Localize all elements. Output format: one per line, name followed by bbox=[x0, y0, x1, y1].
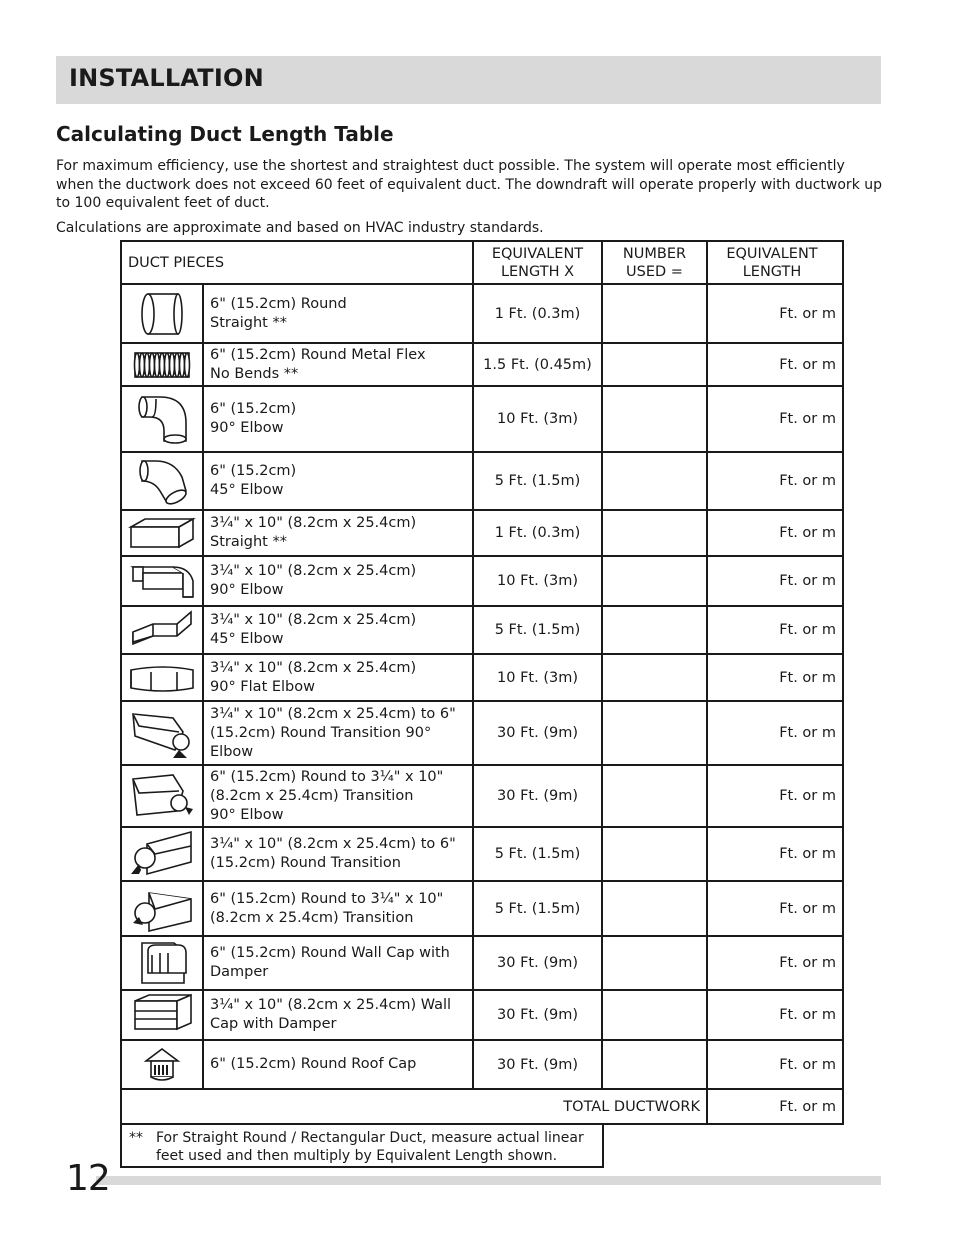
description-line: No Bends ** bbox=[210, 365, 299, 382]
table-row bbox=[121, 990, 843, 1040]
equivalent-length-cell: 30 Ft. (9m) bbox=[473, 765, 602, 827]
page-title: INSTALLATION bbox=[69, 64, 264, 92]
equivalent-total-cell: Ft. or m bbox=[707, 990, 843, 1040]
duct-length-table bbox=[120, 240, 844, 1125]
page-footer-rule bbox=[96, 1176, 881, 1185]
description-line: 6" (15.2cm) Round Metal Flex bbox=[210, 346, 426, 363]
table-row bbox=[121, 556, 843, 606]
intro-paragraph: For maximum efficiency, use the shortest and straightest duct possible. The system will operate most efficiently when the ductwork does not exceed 60 feet of equivalent duct. The downdraft will operate properly with ductwork up to 100 equivalent feet of duct. bbox=[56, 158, 883, 211]
duct-piece-description bbox=[203, 556, 473, 606]
table-row bbox=[121, 510, 843, 556]
description-line: 3¼" x 10" (8.2cm x 25.4cm) bbox=[210, 659, 417, 676]
round-metal-flex-duct-icon bbox=[121, 343, 203, 386]
equivalent-length-cell: 5 Ft. (1.5m) bbox=[473, 452, 602, 510]
rect-90-flat-elbow-icon bbox=[121, 654, 203, 701]
number-used-cell bbox=[602, 936, 707, 990]
rect-to-round-transition-90-elbow-icon bbox=[121, 701, 203, 765]
description-line: 6" (15.2cm) Round Roof Cap bbox=[210, 1056, 417, 1072]
table-row bbox=[121, 827, 843, 881]
duct-piece-description bbox=[203, 881, 473, 936]
table-row bbox=[121, 701, 843, 765]
header-equivalent-total-line1: EQUIVALENT bbox=[726, 245, 818, 262]
rect-straight-duct-icon bbox=[121, 510, 203, 556]
equivalent-total-cell: Ft. or m bbox=[707, 827, 843, 881]
table-row bbox=[121, 881, 843, 936]
equivalent-total-cell: Ft. or m bbox=[707, 284, 843, 343]
description-line: 6" (15.2cm) bbox=[210, 401, 297, 417]
equivalent-total-cell: Ft. or m bbox=[707, 701, 843, 765]
rect-to-round-transition-icon bbox=[121, 827, 203, 881]
equivalent-length-cell: 30 Ft. (9m) bbox=[473, 990, 602, 1040]
header-equivalent-total bbox=[707, 241, 843, 284]
number-used-cell bbox=[602, 881, 707, 936]
duct-piece-description bbox=[203, 990, 473, 1040]
header-number-used bbox=[602, 241, 707, 284]
header-equivalent-length-line1: EQUIVALENT bbox=[491, 245, 584, 262]
description-line: 90° Elbow bbox=[210, 420, 284, 436]
footnote-text: For Straight Round / Rectangular Duct, measure actual linear feet used and then multiply by Equivalent Length shown. bbox=[156, 1130, 584, 1164]
duct-piece-description bbox=[203, 701, 473, 765]
table-row bbox=[121, 654, 843, 701]
description-line: 90° Flat Elbow bbox=[210, 678, 315, 695]
round-to-rect-transition-90-elbow-icon bbox=[121, 765, 203, 827]
equivalent-total-cell: Ft. or m bbox=[707, 881, 843, 936]
description-line: 3¼" x 10" (8.2cm x 25.4cm) Wall bbox=[210, 997, 452, 1013]
equivalent-length-cell: 5 Ft. (1.5m) bbox=[473, 606, 602, 654]
equivalent-total-cell: Ft. or m bbox=[707, 556, 843, 606]
table-row bbox=[121, 386, 843, 452]
description-line: Straight ** bbox=[210, 534, 287, 550]
round-45-elbow-icon bbox=[121, 452, 203, 510]
equivalent-total-cell: Ft. or m bbox=[707, 936, 843, 990]
table-row bbox=[121, 1040, 843, 1089]
round-to-rect-transition-icon bbox=[121, 881, 203, 936]
duct-piece-description bbox=[203, 386, 473, 452]
total-row bbox=[121, 1089, 843, 1124]
duct-piece-description bbox=[203, 510, 473, 556]
page-number: 12 bbox=[66, 1158, 110, 1199]
description-line: Straight ** bbox=[210, 314, 287, 331]
description-line: (15.2cm) Round Transition 90° Elbow bbox=[210, 724, 432, 760]
equivalent-length-cell: 1 Ft. (0.3m) bbox=[473, 510, 602, 556]
footnote-mark: ** bbox=[129, 1130, 143, 1146]
equivalent-total-cell: Ft. or m bbox=[707, 343, 843, 386]
description-line: 3¼" x 10" (8.2cm x 25.4cm) to 6" bbox=[210, 836, 456, 852]
number-used-cell bbox=[602, 827, 707, 881]
description-line: 45° Elbow bbox=[210, 631, 284, 647]
round-90-elbow-icon bbox=[121, 386, 203, 452]
description-line: 3¼" x 10" (8.2cm x 25.4cm) bbox=[210, 563, 417, 579]
header-equivalent-total-line2: LENGTH bbox=[742, 263, 802, 280]
number-used-cell bbox=[602, 510, 707, 556]
description-line: 90° Elbow bbox=[210, 806, 284, 823]
table-header-row bbox=[121, 241, 843, 284]
table-row bbox=[121, 343, 843, 386]
description-line: 6" (15.2cm) Round bbox=[210, 295, 347, 312]
equivalent-total-cell: Ft. or m bbox=[707, 765, 843, 827]
round-roof-cap-icon bbox=[121, 1040, 203, 1089]
duct-piece-description bbox=[203, 827, 473, 881]
duct-piece-description bbox=[203, 1040, 473, 1089]
duct-piece-description bbox=[203, 765, 473, 827]
total-ductwork-value: Ft. or m bbox=[707, 1089, 843, 1124]
number-used-cell bbox=[602, 701, 707, 765]
number-used-cell bbox=[602, 343, 707, 386]
equivalent-length-cell: 1 Ft. (0.3m) bbox=[473, 284, 602, 343]
note-paragraph: Calculations are approximate and based on HVAC industry standards. bbox=[56, 220, 544, 236]
header-equivalent-length-line2: LENGTH X bbox=[500, 263, 575, 280]
total-ductwork-label: TOTAL DUCTWORK bbox=[121, 1089, 707, 1124]
equivalent-total-cell: Ft. or m bbox=[707, 606, 843, 654]
description-line: Cap with Damper bbox=[210, 1016, 337, 1032]
description-line: 45° Elbow bbox=[210, 482, 284, 498]
rect-90-elbow-icon bbox=[121, 556, 203, 606]
description-line: 3¼" x 10" (8.2cm x 25.4cm) to 6" bbox=[210, 705, 456, 722]
header-number-used-line1: NUMBER bbox=[622, 245, 687, 262]
number-used-cell bbox=[602, 452, 707, 510]
equivalent-length-cell: 1.5 Ft. (0.45m) bbox=[473, 343, 602, 386]
header-duct-pieces: DUCT PIECES bbox=[121, 241, 473, 284]
section-title: Calculating Duct Length Table bbox=[56, 122, 394, 146]
equivalent-total-cell: Ft. or m bbox=[707, 386, 843, 452]
description-line: Damper bbox=[210, 964, 269, 980]
number-used-cell bbox=[602, 1040, 707, 1089]
table-row bbox=[121, 606, 843, 654]
equivalent-length-cell: 10 Ft. (3m) bbox=[473, 556, 602, 606]
description-line: 3¼" x 10" (8.2cm x 25.4cm) bbox=[210, 515, 417, 531]
header-number-used-line2: USED = bbox=[626, 263, 683, 280]
equivalent-length-cell: 10 Ft. (3m) bbox=[473, 654, 602, 701]
equivalent-length-cell: 5 Ft. (1.5m) bbox=[473, 881, 602, 936]
description-line: (15.2cm) Round Transition bbox=[210, 855, 401, 871]
duct-piece-description bbox=[203, 452, 473, 510]
rect-45-elbow-icon bbox=[121, 606, 203, 654]
equivalent-total-cell: Ft. or m bbox=[707, 1040, 843, 1089]
equivalent-length-cell: 5 Ft. (1.5m) bbox=[473, 827, 602, 881]
duct-piece-description bbox=[203, 936, 473, 990]
rect-wall-cap-icon bbox=[121, 990, 203, 1040]
equivalent-total-cell: Ft. or m bbox=[707, 654, 843, 701]
duct-piece-description bbox=[203, 284, 473, 343]
table-row bbox=[121, 936, 843, 990]
number-used-cell bbox=[602, 654, 707, 701]
table-row bbox=[121, 284, 843, 343]
section-banner bbox=[56, 56, 881, 104]
round-straight-duct-icon bbox=[121, 284, 203, 343]
duct-piece-description bbox=[203, 654, 473, 701]
number-used-cell bbox=[602, 990, 707, 1040]
number-used-cell bbox=[602, 765, 707, 827]
number-used-cell bbox=[602, 606, 707, 654]
equivalent-length-cell: 30 Ft. (9m) bbox=[473, 701, 602, 765]
equivalent-total-cell: Ft. or m bbox=[707, 510, 843, 556]
description-line: (8.2cm x 25.4cm) Transition bbox=[210, 909, 414, 926]
description-line: 90° Elbow bbox=[210, 582, 284, 598]
equivalent-length-cell: 30 Ft. (9m) bbox=[473, 1040, 602, 1089]
round-wall-cap-icon bbox=[121, 936, 203, 990]
number-used-cell bbox=[602, 556, 707, 606]
equivalent-total-cell: Ft. or m bbox=[707, 452, 843, 510]
description-line: 6" (15.2cm) Round to 3¼" x 10" bbox=[210, 890, 444, 907]
table-row bbox=[121, 765, 843, 827]
duct-piece-description bbox=[203, 606, 473, 654]
equivalent-length-cell: 30 Ft. (9m) bbox=[473, 936, 602, 990]
number-used-cell bbox=[602, 284, 707, 343]
description-line: 3¼" x 10" (8.2cm x 25.4cm) bbox=[210, 612, 417, 628]
footnote-box bbox=[120, 1124, 604, 1168]
duct-piece-description bbox=[203, 343, 473, 386]
description-line: 6" (15.2cm) Round Wall Cap with bbox=[210, 945, 450, 961]
description-line: 6" (15.2cm) Round to 3¼" x 10" bbox=[210, 768, 444, 785]
header-equivalent-length bbox=[473, 241, 602, 284]
table-row bbox=[121, 452, 843, 510]
equivalent-length-cell: 10 Ft. (3m) bbox=[473, 386, 602, 452]
description-line: (8.2cm x 25.4cm) Transition bbox=[210, 787, 414, 804]
description-line: 6" (15.2cm) bbox=[210, 463, 297, 479]
number-used-cell bbox=[602, 386, 707, 452]
